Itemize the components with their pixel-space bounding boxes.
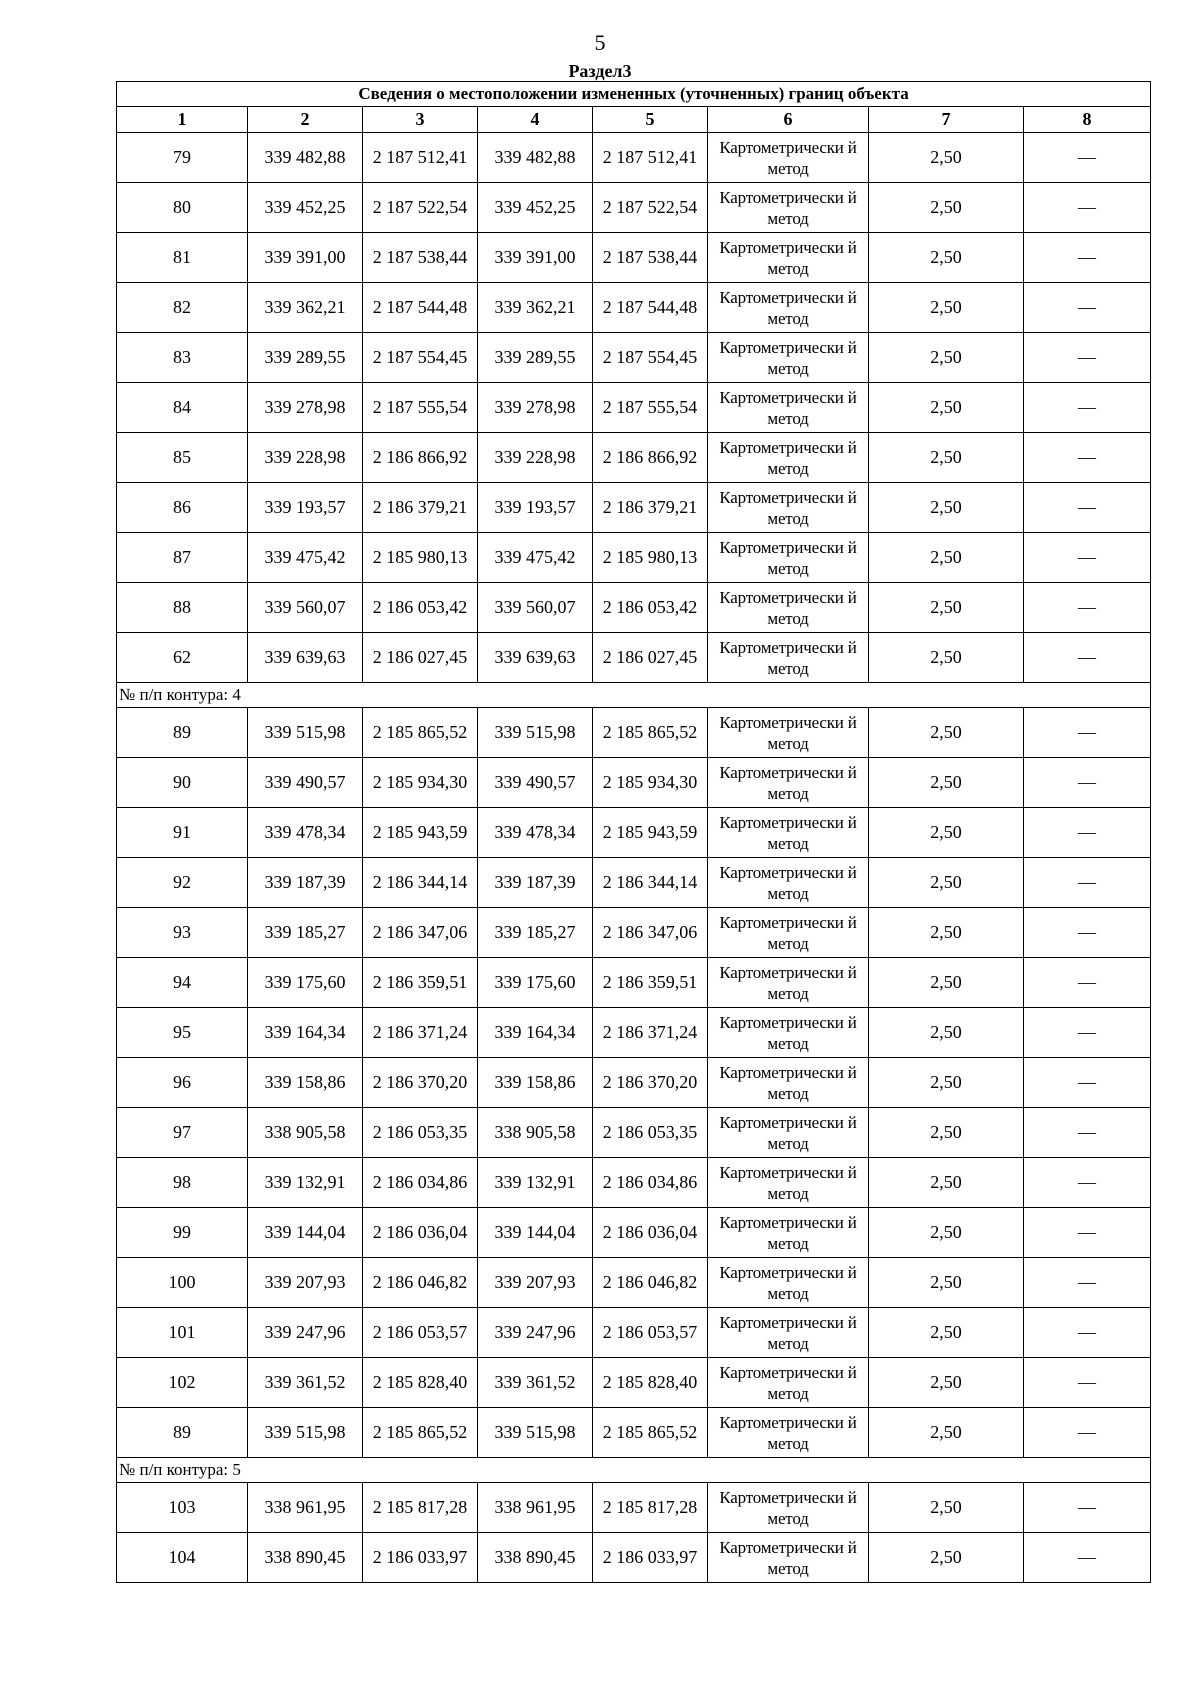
table-cell: 80 <box>117 183 248 233</box>
table-cell: Картометрически й метод <box>708 1058 869 1108</box>
table-cell: Картометрически й метод <box>708 233 869 283</box>
table-cell: 2 186 347,06 <box>363 908 478 958</box>
table-cell: — <box>1024 1008 1151 1058</box>
table-cell: 339 515,98 <box>478 1408 593 1458</box>
table-cell: — <box>1024 1158 1151 1208</box>
table-cell: Картометрически й метод <box>708 1008 869 1058</box>
table-cell: 2 185 980,13 <box>593 533 708 583</box>
table-cell: 338 961,95 <box>478 1483 593 1533</box>
table-cell: 100 <box>117 1258 248 1308</box>
table-cell: — <box>1024 1483 1151 1533</box>
table-cell: 2,50 <box>869 433 1024 483</box>
table-cell: 2,50 <box>869 1208 1024 1258</box>
table-cell: 94 <box>117 958 248 1008</box>
table-row <box>117 383 1151 433</box>
table-cell: 2,50 <box>869 1358 1024 1408</box>
table-row <box>117 908 1151 958</box>
table-cell: — <box>1024 1308 1151 1358</box>
table-cell: 339 278,98 <box>478 383 593 433</box>
table-cell: 102 <box>117 1358 248 1408</box>
table-cell: Картометрически й метод <box>708 383 869 433</box>
table-cell: 84 <box>117 383 248 433</box>
table-header-row <box>117 107 1151 133</box>
table-cell: 339 228,98 <box>248 433 363 483</box>
table-cell: 2,50 <box>869 1008 1024 1058</box>
table-cell: 339 362,21 <box>478 283 593 333</box>
table-cell: 339 247,96 <box>248 1308 363 1358</box>
table-cell: — <box>1024 433 1151 483</box>
table-cell: 339 175,60 <box>478 958 593 1008</box>
table-cell: 2 185 934,30 <box>363 758 478 808</box>
table-cell: 339 228,98 <box>478 433 593 483</box>
table-row <box>117 1208 1151 1258</box>
table-cell: 2 186 046,82 <box>593 1258 708 1308</box>
table-cell: 339 185,27 <box>248 908 363 958</box>
table-cell: Картометрически й метод <box>708 1533 869 1583</box>
table-cell: 103 <box>117 1483 248 1533</box>
table-cell: 87 <box>117 533 248 583</box>
table-cell: — <box>1024 958 1151 1008</box>
table-cell: 2 186 034,86 <box>363 1158 478 1208</box>
table-row <box>117 533 1151 583</box>
table-cell: 2 185 828,40 <box>593 1358 708 1408</box>
table-cell: 338 890,45 <box>248 1533 363 1583</box>
table-cell: Картометрически й метод <box>708 958 869 1008</box>
table-cell: Картометрически й метод <box>708 808 869 858</box>
table-cell: 2 187 555,54 <box>593 383 708 433</box>
table-cell: 339 361,52 <box>478 1358 593 1408</box>
page-number: 5 <box>594 30 606 55</box>
table-row <box>117 283 1151 333</box>
table-cell: 339 515,98 <box>248 1408 363 1458</box>
table-cell: Картометрически й метод <box>708 908 869 958</box>
table-cell: — <box>1024 1208 1151 1258</box>
table-cell: — <box>1024 183 1151 233</box>
table-cell: 104 <box>117 1533 248 1583</box>
table-cell: 2 187 544,48 <box>363 283 478 333</box>
table-row <box>117 633 1151 683</box>
table-cell: 88 <box>117 583 248 633</box>
table-cell: — <box>1024 1358 1151 1408</box>
table-cell: 2,50 <box>869 1483 1024 1533</box>
table-cell: 339 490,57 <box>478 758 593 808</box>
table-cell: 2,50 <box>869 483 1024 533</box>
table-cell: 2 186 359,51 <box>593 958 708 1008</box>
table-cell: 2 185 865,52 <box>593 1408 708 1458</box>
table-cell: 2 185 934,30 <box>593 758 708 808</box>
table-cell: 339 207,93 <box>248 1258 363 1308</box>
table-cell: 2 185 828,40 <box>363 1358 478 1408</box>
table-cell: Картометрически й метод <box>708 433 869 483</box>
table-cell: 2 186 053,42 <box>363 583 478 633</box>
table-cell: 90 <box>117 758 248 808</box>
table-cell: 2 187 512,41 <box>593 133 708 183</box>
table-cell: 62 <box>117 633 248 683</box>
table-cell: 85 <box>117 433 248 483</box>
table-cell: 2 187 555,54 <box>363 383 478 433</box>
table-cell: 2,50 <box>869 958 1024 1008</box>
table-cell: 339 639,63 <box>248 633 363 683</box>
table-cell: 99 <box>117 1208 248 1258</box>
table-cell: 2 186 027,45 <box>593 633 708 683</box>
column-header: 6 <box>708 107 869 133</box>
table-cell: — <box>1024 283 1151 333</box>
table-body <box>117 133 1151 1583</box>
table-cell: 2 187 544,48 <box>593 283 708 333</box>
table-cell: 339 361,52 <box>248 1358 363 1408</box>
table-caption-row <box>117 82 1151 107</box>
table-cell: 81 <box>117 233 248 283</box>
table-cell: 2 186 046,82 <box>363 1258 478 1308</box>
table-cell: 338 961,95 <box>248 1483 363 1533</box>
table-cell: 2 186 347,06 <box>593 908 708 958</box>
table-cell: 339 207,93 <box>478 1258 593 1308</box>
table-cell: 339 164,34 <box>478 1008 593 1058</box>
table-cell: 2 186 371,24 <box>593 1008 708 1058</box>
table-cell: 339 515,98 <box>248 708 363 758</box>
table-cell: 2 187 522,54 <box>363 183 478 233</box>
table-cell: 2,50 <box>869 583 1024 633</box>
column-header: 8 <box>1024 107 1151 133</box>
table-cell: Картометрически й метод <box>708 183 869 233</box>
table-cell: 338 905,58 <box>478 1108 593 1158</box>
table-cell: 2 186 033,97 <box>593 1533 708 1583</box>
table-cell: 2 187 538,44 <box>593 233 708 283</box>
column-header: 2 <box>248 107 363 133</box>
table-cell: 339 452,25 <box>248 183 363 233</box>
table-cell: 82 <box>117 283 248 333</box>
table-cell: — <box>1024 383 1151 433</box>
table-row <box>117 858 1151 908</box>
table-cell: 339 132,91 <box>478 1158 593 1208</box>
table-cell: 2,50 <box>869 1308 1024 1358</box>
table-cell: 2,50 <box>869 708 1024 758</box>
table-cell: 339 391,00 <box>248 233 363 283</box>
table-cell: — <box>1024 333 1151 383</box>
table-cell: 339 478,34 <box>478 808 593 858</box>
table-cell: Картометрически й метод <box>708 133 869 183</box>
table-cell: — <box>1024 1408 1151 1458</box>
table-cell: — <box>1024 533 1151 583</box>
table-cell: Картометрически й метод <box>708 533 869 583</box>
table-cell: 339 289,55 <box>478 333 593 383</box>
table-cell: 2 185 980,13 <box>363 533 478 583</box>
table-cell: 2 186 053,57 <box>593 1308 708 1358</box>
table-cell: 2 186 379,21 <box>593 483 708 533</box>
table-cell: 97 <box>117 1108 248 1158</box>
table-cell: Картометрически й метод <box>708 1108 869 1158</box>
table-cell: 2 187 522,54 <box>593 183 708 233</box>
table-cell: 2 185 865,52 <box>363 1408 478 1458</box>
table-cell: 2,50 <box>869 1058 1024 1108</box>
table-cell: — <box>1024 583 1151 633</box>
table-cell: — <box>1024 1258 1151 1308</box>
table-cell: 2 187 538,44 <box>363 233 478 283</box>
table-row <box>117 433 1151 483</box>
table-cell: 339 187,39 <box>248 858 363 908</box>
table-row <box>117 1358 1151 1408</box>
contour-label: № п/п контура: 5 <box>117 1458 1151 1483</box>
table-cell: 2,50 <box>869 533 1024 583</box>
table-caption: Сведения о местоположении измененных (уточненных) границ объекта <box>117 82 1151 107</box>
table-cell: 2 186 034,86 <box>593 1158 708 1208</box>
table-cell: Картометрически й метод <box>708 1308 869 1358</box>
column-header: 4 <box>478 107 593 133</box>
table-cell: 2 186 053,35 <box>593 1108 708 1158</box>
table-row <box>117 1308 1151 1358</box>
table-cell: 2 186 033,97 <box>363 1533 478 1583</box>
table-cell: 96 <box>117 1058 248 1108</box>
table-cell: 2,50 <box>869 758 1024 808</box>
table-cell: 86 <box>117 483 248 533</box>
table-cell: 2 186 371,24 <box>363 1008 478 1058</box>
table-cell: Картометрически й метод <box>708 1408 869 1458</box>
table-cell: 339 482,88 <box>248 133 363 183</box>
table-cell: 339 515,98 <box>478 708 593 758</box>
table-cell: 339 560,07 <box>248 583 363 633</box>
table-row <box>117 1408 1151 1458</box>
table-row <box>117 483 1151 533</box>
table-row <box>117 708 1151 758</box>
table-cell: 2,50 <box>869 633 1024 683</box>
table-cell: Картометрически й метод <box>708 1158 869 1208</box>
table-cell: 2,50 <box>869 233 1024 283</box>
table-row <box>117 1258 1151 1308</box>
table-cell: 2,50 <box>869 858 1024 908</box>
table-cell: Картометрически й метод <box>708 708 869 758</box>
table-cell: 339 185,27 <box>478 908 593 958</box>
table-cell: — <box>1024 858 1151 908</box>
table-cell: — <box>1024 1533 1151 1583</box>
table-cell: 2 186 370,20 <box>593 1058 708 1108</box>
table-cell: Картометрически й метод <box>708 283 869 333</box>
table-cell: 2,50 <box>869 283 1024 333</box>
table-cell: 2,50 <box>869 1533 1024 1583</box>
table-cell: 339 475,42 <box>478 533 593 583</box>
table-cell: Картометрически й метод <box>708 483 869 533</box>
table-cell: — <box>1024 708 1151 758</box>
table-row <box>117 1008 1151 1058</box>
table-cell: — <box>1024 1108 1151 1158</box>
table-cell: — <box>1024 908 1151 958</box>
table-cell: 89 <box>117 1408 248 1458</box>
table-cell: Картометрически й метод <box>708 633 869 683</box>
table-cell: 2,50 <box>869 333 1024 383</box>
table-cell: 2 186 866,92 <box>363 433 478 483</box>
table-cell: 91 <box>117 808 248 858</box>
table-cell: Картометрически й метод <box>708 1258 869 1308</box>
table-cell: — <box>1024 758 1151 808</box>
table-cell: 92 <box>117 858 248 908</box>
table-cell: 2 185 817,28 <box>363 1483 478 1533</box>
table-cell: 339 362,21 <box>248 283 363 333</box>
table-cell: — <box>1024 1058 1151 1108</box>
table-row <box>117 183 1151 233</box>
contour-label: № п/п контура: 4 <box>117 683 1151 708</box>
table-cell: 339 560,07 <box>478 583 593 633</box>
table-row <box>117 133 1151 183</box>
table-cell: 2 186 379,21 <box>363 483 478 533</box>
table-cell: 338 905,58 <box>248 1108 363 1158</box>
table-cell: 339 144,04 <box>478 1208 593 1258</box>
table-cell: 79 <box>117 133 248 183</box>
table-cell: 339 164,34 <box>248 1008 363 1058</box>
table-cell: 2 185 865,52 <box>363 708 478 758</box>
contour-label-row <box>117 1458 1151 1483</box>
table-cell: Картометрически й метод <box>708 1208 869 1258</box>
table-cell: 2,50 <box>869 808 1024 858</box>
table-cell: 339 193,57 <box>248 483 363 533</box>
table-row <box>117 583 1151 633</box>
table-cell: 339 490,57 <box>248 758 363 808</box>
table-cell: — <box>1024 483 1151 533</box>
table-cell: 2 185 865,52 <box>593 708 708 758</box>
column-header: 7 <box>869 107 1024 133</box>
table-cell: Картометрически й метод <box>708 333 869 383</box>
table-cell: 339 482,88 <box>478 133 593 183</box>
table-cell: Картометрически й метод <box>708 1358 869 1408</box>
table-cell: 2 185 817,28 <box>593 1483 708 1533</box>
table-cell: 339 475,42 <box>248 533 363 583</box>
column-header: 5 <box>593 107 708 133</box>
table-cell: Картометрически й метод <box>708 758 869 808</box>
table-cell: — <box>1024 233 1151 283</box>
table-cell: 2 186 027,45 <box>363 633 478 683</box>
table-cell: 339 193,57 <box>478 483 593 533</box>
table-cell: 339 639,63 <box>478 633 593 683</box>
table-cell: 339 452,25 <box>478 183 593 233</box>
table-cell: 339 478,34 <box>248 808 363 858</box>
table-cell: 2 186 866,92 <box>593 433 708 483</box>
table-cell: 339 278,98 <box>248 383 363 433</box>
table-row <box>117 1158 1151 1208</box>
table-row <box>117 1058 1151 1108</box>
table-cell: 2,50 <box>869 1158 1024 1208</box>
column-header: 1 <box>117 107 248 133</box>
table-cell: 2 187 512,41 <box>363 133 478 183</box>
table-cell: 2 186 053,42 <box>593 583 708 633</box>
table-cell: 89 <box>117 708 248 758</box>
table-cell: 2,50 <box>869 383 1024 433</box>
table-cell: 2,50 <box>869 1108 1024 1158</box>
contour-label-row <box>117 683 1151 708</box>
table-row <box>117 333 1151 383</box>
table-cell: Картометрически й метод <box>708 1483 869 1533</box>
coordinates-table <box>116 81 1151 1583</box>
table-cell: 339 175,60 <box>248 958 363 1008</box>
table-row <box>117 958 1151 1008</box>
table-cell: 2 186 036,04 <box>363 1208 478 1258</box>
table-cell: 2,50 <box>869 908 1024 958</box>
table-row <box>117 1108 1151 1158</box>
table-cell: — <box>1024 808 1151 858</box>
table-row <box>117 808 1151 858</box>
table-cell: 339 158,86 <box>478 1058 593 1108</box>
table-cell: 339 289,55 <box>248 333 363 383</box>
table-row <box>117 1533 1151 1583</box>
table-cell: — <box>1024 133 1151 183</box>
table-cell: Картометрически й метод <box>708 858 869 908</box>
table-cell: 2 187 554,45 <box>363 333 478 383</box>
table-cell: 2 186 053,35 <box>363 1108 478 1158</box>
table-row <box>117 758 1151 808</box>
column-header: 3 <box>363 107 478 133</box>
table-cell: 2 186 036,04 <box>593 1208 708 1258</box>
table-cell: 2,50 <box>869 1408 1024 1458</box>
table-cell: 98 <box>117 1158 248 1208</box>
table-cell: 2 186 359,51 <box>363 958 478 1008</box>
table-cell: 95 <box>117 1008 248 1058</box>
table-cell: 2 187 554,45 <box>593 333 708 383</box>
table-cell: 2 186 370,20 <box>363 1058 478 1108</box>
table-cell: 2 186 053,57 <box>363 1308 478 1358</box>
table-cell: 2 186 344,14 <box>363 858 478 908</box>
table-cell: 2,50 <box>869 183 1024 233</box>
table-cell: 101 <box>117 1308 248 1358</box>
table-cell: Картометрически й метод <box>708 583 869 633</box>
table-row <box>117 1483 1151 1533</box>
table-cell: 2 186 344,14 <box>593 858 708 908</box>
table-row <box>117 233 1151 283</box>
table-cell: 2 185 943,59 <box>593 808 708 858</box>
section-title: Раздел3 <box>568 61 632 81</box>
table-cell: 339 132,91 <box>248 1158 363 1208</box>
table-cell: 339 144,04 <box>248 1208 363 1258</box>
table-cell: 339 391,00 <box>478 233 593 283</box>
table-cell: 93 <box>117 908 248 958</box>
table-cell: 2 185 943,59 <box>363 808 478 858</box>
table-cell: 338 890,45 <box>478 1533 593 1583</box>
table-cell: 2,50 <box>869 133 1024 183</box>
table-cell: 339 187,39 <box>478 858 593 908</box>
table-cell: 339 158,86 <box>248 1058 363 1108</box>
table-cell: 83 <box>117 333 248 383</box>
table-cell: 339 247,96 <box>478 1308 593 1358</box>
table-cell: — <box>1024 633 1151 683</box>
table-cell: 2,50 <box>869 1258 1024 1308</box>
